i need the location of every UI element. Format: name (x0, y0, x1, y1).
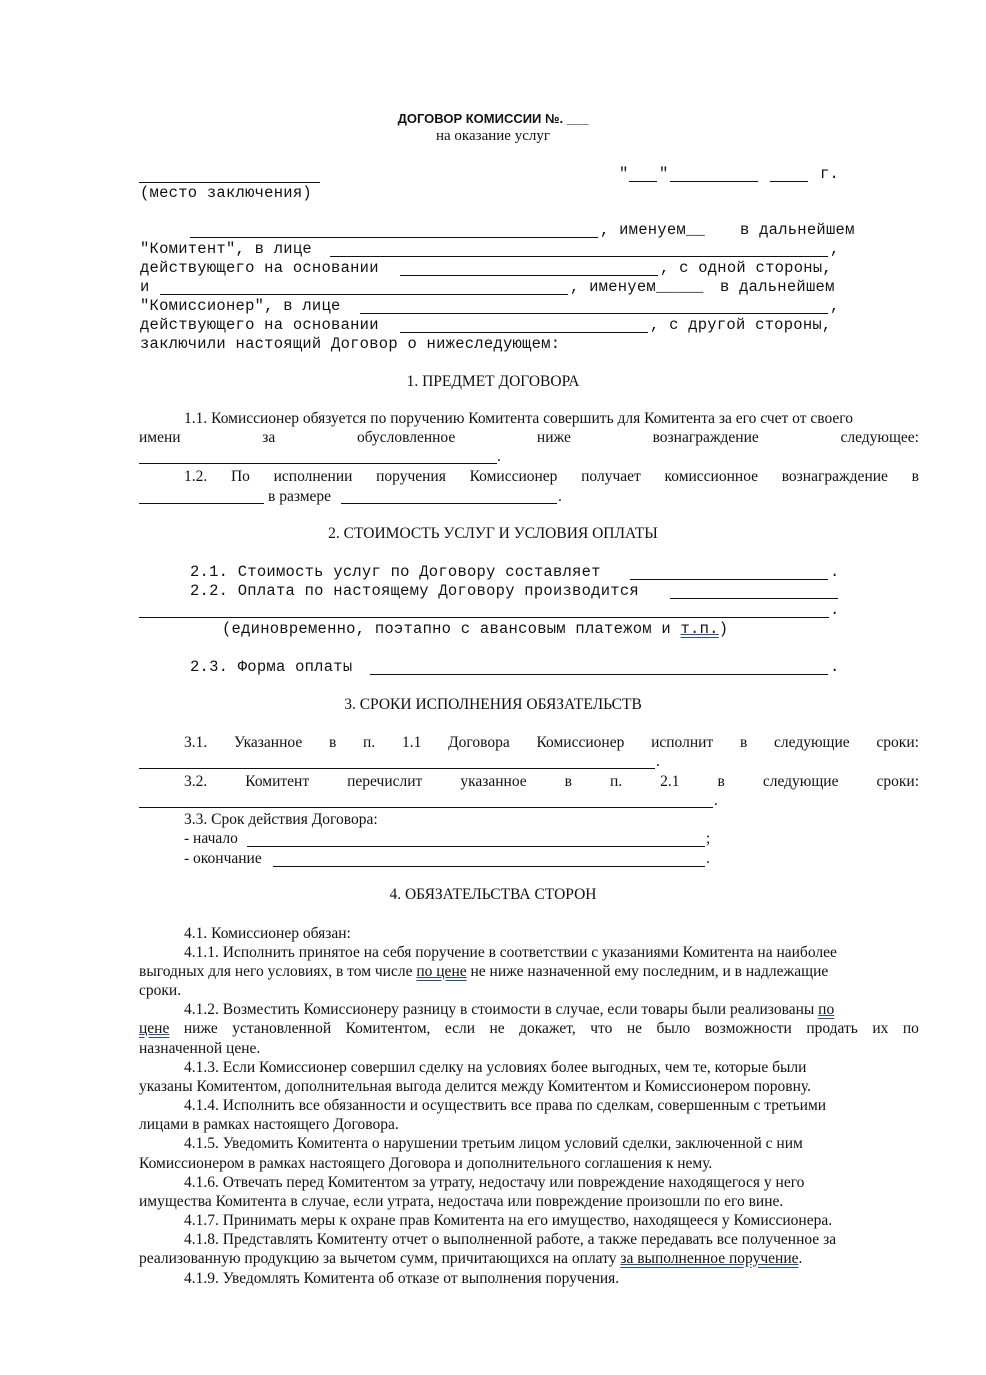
payment-terms-blank-1[interactable] (670, 598, 838, 599)
period: . (706, 850, 710, 867)
clause-4-1-8-line1: 4.1.8. Представлять Комитенту отчет о выполненной работе, а также передавать все полученное за (184, 1231, 837, 1248)
period: . (830, 658, 840, 676)
fee-amount-text: в размере (268, 488, 332, 505)
word: в (911, 468, 919, 485)
agent-basis-text: действующего на основании (140, 316, 379, 334)
word: в (564, 773, 572, 790)
word: Комитентом, (345, 1020, 431, 1037)
place-label: (место заключения) (140, 184, 312, 202)
date-open-quote: " (619, 165, 629, 183)
word: продать (806, 1020, 858, 1037)
word: ниже (536, 429, 571, 446)
clause-4-1-8-line2 (139, 1250, 802, 1268)
comma: , (830, 240, 840, 258)
word: п. (609, 773, 623, 790)
agent-deadline-blank[interactable] (139, 768, 655, 769)
section-4-heading: 4. ОБЯЗАТЕЛЬСТВА СТОРОН (389, 886, 597, 903)
section-3-heading: 3. СРОКИ ИСПОЛНЕНИЯ ОБЯЗАТЕЛЬСТВ (344, 696, 642, 713)
word: следующие (762, 773, 839, 790)
principal-represented-by-blank[interactable] (330, 256, 828, 257)
and-text: и (140, 278, 150, 296)
period: . (830, 601, 840, 619)
term-end-label: - окончание (184, 850, 262, 867)
word: получает (581, 468, 641, 485)
etc-link[interactable]: т.п. (680, 620, 719, 638)
word: в (328, 734, 337, 751)
agreement-intro-text: заключили настоящий Договор о нижеследующем: (140, 335, 561, 353)
comma: , (830, 297, 840, 315)
agent-role-text: "Комиссионер", в лице (140, 297, 341, 315)
text: . (798, 1250, 803, 1267)
word: Комиссионер (536, 734, 625, 751)
word: 1.1 (401, 734, 422, 751)
clause-4-1-2-line3: назначенной цене. (139, 1040, 261, 1057)
clause-2-2-text: 2.2. Оплата по настоящему Договору производится (190, 582, 639, 600)
word: было (656, 1020, 691, 1037)
word: докажет, (519, 1020, 576, 1037)
word: не (626, 1020, 643, 1037)
clause-4-1: 4.1. Комиссионер обязан: (184, 925, 351, 942)
word: Комиссионер (469, 468, 558, 485)
word: вознаграждение (652, 429, 759, 446)
principal-side-text: , с одной стороны, (660, 259, 832, 277)
clause-4-1-6-line1: 4.1.6. Отвечать перед Комитентом за утрату, недостачу или повреждение находящегося у него (184, 1174, 805, 1191)
word: обусловленное (356, 429, 456, 446)
clause-4-1-2-line2 (139, 1020, 919, 1038)
text: не ниже назначенной ему последним, и в надлежащие (466, 963, 829, 980)
clause-4-1-9: 4.1.9. Уведомлять Комитента об отказе от выполнения поручения. (184, 1270, 620, 1287)
principal-basis-text: действующего на основании (140, 259, 379, 277)
clause-1-1-line2 (139, 429, 919, 447)
agent-name-blank[interactable] (160, 294, 568, 295)
word: Договора (448, 734, 510, 751)
word: имени (139, 429, 181, 446)
word: за (262, 429, 276, 446)
price-link-part1[interactable]: по (818, 1001, 835, 1018)
by-price-link[interactable]: по цене (416, 963, 467, 980)
term-end-blank[interactable] (273, 866, 705, 867)
period: . (830, 563, 840, 581)
period: . (656, 753, 660, 770)
period: . (558, 488, 562, 505)
service-cost-blank[interactable] (630, 579, 828, 580)
date-day-blank[interactable] (629, 181, 657, 182)
semicolon: ; (706, 830, 711, 847)
completed-order-link[interactable]: за выполненное поручение (620, 1250, 799, 1267)
word: если (444, 1020, 476, 1037)
section-1-heading: 1. ПРЕДМЕТ ДОГОВОРА (406, 373, 580, 390)
fee-form-blank[interactable] (139, 503, 264, 504)
word: указанное (460, 773, 527, 790)
principal-hereinafter-text: в дальнейшем (740, 221, 855, 239)
agent-hereinafter-text: в дальнейшем (720, 278, 835, 296)
word: что (590, 1020, 613, 1037)
date-close-quote: " (659, 165, 669, 183)
word: исполнении (273, 468, 353, 485)
clause-4-1-3-line1: 4.1.3. Если Комиссионер совершил сделку на условиях более выгодных, чем те, которые были (184, 1059, 807, 1076)
word: их (872, 1020, 889, 1037)
word: По (230, 468, 250, 485)
note-close: ) (718, 620, 729, 638)
clause-2-3-text: 2.3. Форма оплаты (190, 658, 353, 676)
price-link-part2[interactable]: цене (139, 1020, 170, 1037)
clause-4-1-2-line1 (184, 1001, 834, 1019)
clause-4-1-1-line2 (139, 963, 828, 981)
word: в (739, 734, 748, 751)
agent-represented-by-blank[interactable] (360, 313, 828, 314)
note-text: (единовременно, поэтапно с авансовым платежом и (222, 620, 681, 638)
agent-basis-blank[interactable] (400, 332, 648, 333)
clause-4-1-5-line1: 4.1.5. Уведомить Комитента о нарушении третьим лицом условий сделки, заключенной с ним (184, 1135, 803, 1152)
payment-terms-blank-2[interactable] (139, 617, 829, 618)
section-2-heading: 2. СТОИМОСТЬ УСЛУГ И УСЛОВИЯ ОПЛАТЫ (328, 525, 658, 542)
word: 3.2. (184, 773, 208, 790)
word: п. (363, 734, 376, 751)
word: перечислит (347, 773, 423, 790)
date-year-suffix: г. (820, 165, 840, 183)
word: по (902, 1020, 919, 1037)
principal-deadline-blank[interactable] (139, 807, 713, 808)
principal-name-blank[interactable] (190, 237, 598, 238)
payment-terms-note (222, 620, 728, 638)
clause-4-1-3-line2: указаны Комитентом, дополнительная выгода делится между Комитентом и Комиссионером поровну. (139, 1078, 811, 1095)
word: Комитент (245, 773, 310, 790)
term-start-label: - начало (184, 830, 238, 847)
text: 4.1.2. Возместить Комиссионеру разницу в стоимости в случае, если товары были реализованы (184, 1001, 819, 1018)
period: . (714, 792, 718, 809)
word: поручения (376, 468, 446, 485)
fee-amount-blank[interactable] (341, 503, 557, 504)
agent-side-text: , с другой стороны, (650, 316, 832, 334)
principal-named-text: , именуем__ (600, 221, 706, 239)
word: сроки: (876, 773, 919, 790)
word: ниже (183, 1020, 218, 1037)
document-subtitle: на оказание услуг (436, 128, 550, 144)
clause-3-3-text: 3.3. Срок действия Договора: (184, 811, 378, 828)
clause-4-1-6-line2: имущества Комитента в случае, если утрата, недостача или повреждение произошли по его вине. (139, 1193, 784, 1210)
word: следующие (774, 734, 850, 751)
clause-4-1-1-line1: 4.1.1. Исполнить принятое на себя поручение в соответствии с указаниями Комитента на наиболее (184, 944, 837, 961)
principal-role-text: "Комитент", в лице (140, 240, 312, 258)
agent-named-text: , именуем_____ (570, 278, 704, 296)
text: выгодных для него условиях, в том числе (139, 963, 417, 980)
date-month-blank[interactable] (670, 181, 758, 182)
commission-subject-blank[interactable] (139, 463, 497, 464)
period: . (497, 448, 501, 465)
word: исполнит (651, 734, 714, 751)
word: комиссионное (664, 468, 759, 485)
word: установленной (232, 1020, 332, 1037)
word: не (489, 1020, 505, 1037)
word: следующее: (840, 429, 919, 446)
date-year-blank[interactable] (770, 181, 808, 182)
place-blank[interactable] (139, 182, 320, 183)
word: 1.2. (184, 468, 208, 485)
clause-1-2-line1 (184, 468, 919, 486)
clause-4-1-5-line2: Комиссионером в рамках настоящего Договора и дополнительного соглашения к нему. (139, 1155, 713, 1172)
word: Указанное (234, 734, 303, 751)
clause-3-2-line1 (184, 773, 919, 791)
word: возможности (704, 1020, 792, 1037)
clause-1-1-line1: 1.1. Комиссионер обязуется по поручению Комитента совершить для Комитента за его счет от своего (184, 410, 853, 427)
document-title: ДОГОВОР КОМИССИИ №. ___ (397, 111, 589, 126)
payment-form-blank[interactable] (370, 674, 828, 675)
word: вознаграждение (781, 468, 888, 485)
clause-3-1-line1 (184, 734, 919, 752)
clause-4-1-1-line3: сроки. (139, 982, 182, 999)
clause-4-1-4-line1: 4.1.4. Исполнить все обязанности и осуществить все права по сделкам, совершенным с третьими (184, 1097, 827, 1114)
text: реализованную продукцию за вычетом сумм, причитающихся на оплату (139, 1250, 621, 1267)
clause-4-1-4-line2: лицами в рамках настоящего Договора. (139, 1116, 399, 1133)
clause-4-1-7: 4.1.7. Принимать меры к охране прав Комитента на его имущество, находящееся у Комиссионера. (184, 1212, 833, 1229)
word: 3.1. (184, 734, 208, 751)
word: в (717, 773, 725, 790)
principal-basis-blank[interactable] (400, 275, 658, 276)
word: сроки: (876, 734, 919, 751)
term-start-blank[interactable] (247, 846, 705, 847)
clause-2-1-text: 2.1. Стоимость услуг по Договору составляет (190, 563, 601, 581)
word: 2.1 (660, 773, 680, 790)
